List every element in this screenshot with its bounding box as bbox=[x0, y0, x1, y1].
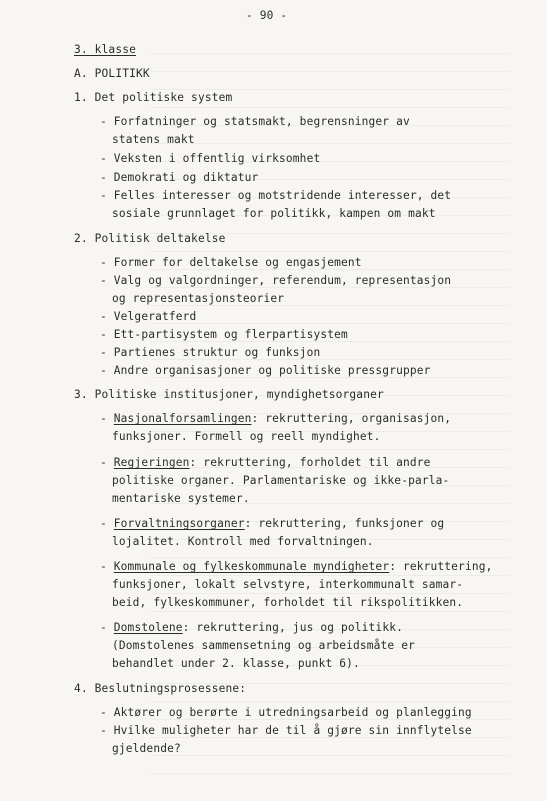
page-number: - 90 - bbox=[246, 9, 288, 22]
s1-item: sosiale grunnlaget for politikk, kampen om makt bbox=[112, 207, 436, 220]
s2-title: 2. Politisk deltakelse bbox=[74, 232, 226, 245]
s3-forvaltningsorganer: - Forvaltningsorganer: rekruttering, funksjoner og bbox=[100, 517, 445, 530]
term-domstolene: Domstolene bbox=[113, 621, 183, 634]
s2-item: - Former for deltakelse og engasjement bbox=[100, 256, 362, 269]
term-nasjonalforsamlingen: Nasjonalforsamlingen bbox=[113, 412, 252, 425]
s2-item: - Velgeratferd bbox=[100, 310, 197, 323]
s2-item: - Valg og valgordninger, referendum, representasjon bbox=[100, 274, 452, 287]
s3-title: 3. Politiske institusjoner, myndighetsorganer bbox=[74, 388, 384, 401]
s3-regjeringen: - Regjeringen: rekruttering, forholdet til andre bbox=[100, 456, 431, 469]
forv-text: : rekruttering, funksjoner og bbox=[244, 517, 445, 530]
s2-item: - Andre organisasjoner og politiske pressgrupper bbox=[100, 364, 431, 377]
s1-item: statens makt bbox=[112, 133, 195, 146]
s3-dom-line: behandlet under 2. klasse, punkt 6). bbox=[112, 657, 360, 670]
s2-item: - Ett-partisystem og flerpartisystem bbox=[100, 328, 348, 341]
s1-item: - Felles interesser og motstridende interesser, det bbox=[100, 189, 452, 202]
s3-kommunale: - Kommunale og fylkeskommunale myndigheter: rekruttering, bbox=[100, 560, 493, 573]
s1-item: - Demokrati og diktatur bbox=[100, 171, 259, 184]
komm-text: : rekruttering, bbox=[389, 560, 493, 573]
s1-item: - Forfatninger og statsmakt, begrensninger av bbox=[100, 115, 410, 128]
s2-item: og representasjonsteorier bbox=[112, 292, 285, 305]
s3-komm-line: beid, fylkeskommuner, forholdet til rikspolitikken. bbox=[112, 596, 464, 609]
s3-komm-line: funksjoner, lokalt selvstyre, interkommunalt samar- bbox=[112, 578, 464, 591]
s4-item: gjeldende? bbox=[112, 742, 181, 755]
s3-reg-line: mentariske systemer. bbox=[112, 492, 250, 505]
section-heading: A. POLITIKK bbox=[74, 67, 150, 80]
reg-text: : rekruttering, forholdet til andre bbox=[189, 456, 431, 469]
s4-item: - Aktører og berørte i utredningsarbeid og planlegging bbox=[100, 706, 472, 719]
s1-title: 1. Det politiske system bbox=[74, 91, 233, 104]
s4-title: 4. Beslutningsprosessene: bbox=[74, 682, 247, 695]
class-heading: 3. klasse bbox=[74, 43, 136, 56]
dom-text: : rekruttering, jus og politikk. bbox=[182, 621, 403, 634]
s1-item: - Veksten i offentlig virksomhet bbox=[100, 152, 321, 165]
s3-reg-line: politiske organer. Parlamentariske og ikke-parla- bbox=[112, 474, 450, 487]
s4-item: - Hvilke muligheter har de til å gjøre sin innflytelse bbox=[100, 724, 472, 737]
nasj-text: : rekruttering, organisasjon, bbox=[251, 412, 452, 425]
term-regjeringen: Regjeringen bbox=[113, 456, 190, 469]
s2-item: - Partienes struktur og funksjon bbox=[100, 346, 321, 359]
term-kommunale-myndigheter: Kommunale og fylkeskommunale myndigheter bbox=[113, 560, 390, 573]
s3-domstolene: - Domstolene: rekruttering, jus og politikk. bbox=[100, 621, 403, 634]
s3-nasj-line: funksjoner. Formell og reell myndighet. bbox=[112, 430, 381, 443]
s3-nasjonalforsamlingen: - Nasjonalforsamlingen: rekruttering, organisasjon, bbox=[100, 412, 452, 425]
term-forvaltningsorganer: Forvaltningsorganer bbox=[113, 517, 245, 530]
s3-forv-line: lojalitet. Kontroll med forvaltningen. bbox=[112, 535, 374, 548]
s3-dom-line: (Domstolenes sammensetning og arbeidsmåte er bbox=[112, 639, 415, 652]
